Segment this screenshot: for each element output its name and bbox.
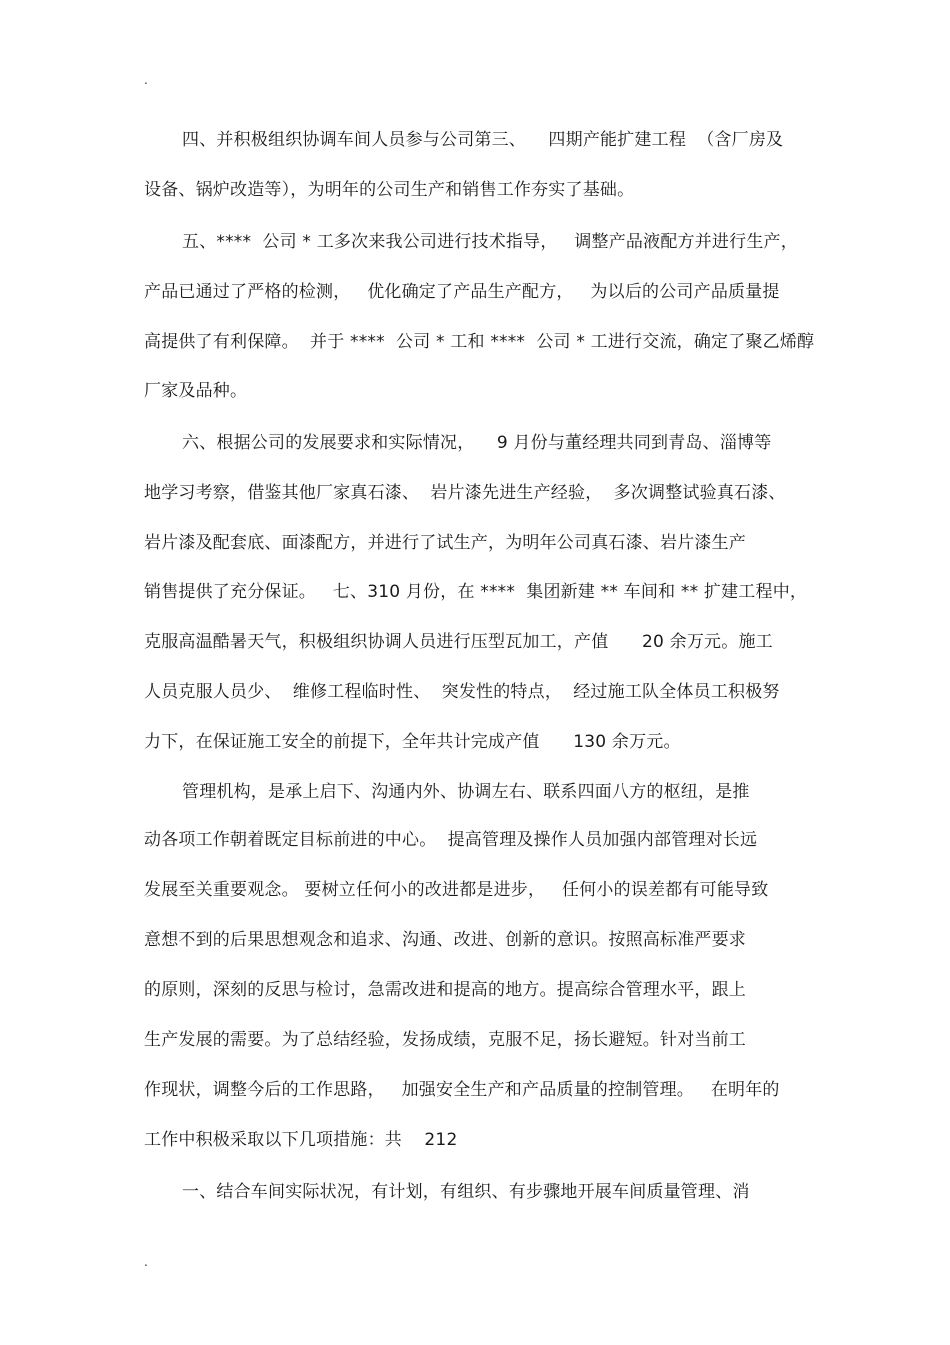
footer-mark: . bbox=[144, 1255, 148, 1269]
paragraph-line: 四、并积极组织协调车间人员参与公司第三、 四期产能扩建工程 （含厂房及 bbox=[182, 130, 784, 150]
paragraph-line: 六、根据公司的发展要求和实际情况， 9 月份与董经理共同到青岛、淄博等 bbox=[182, 433, 772, 453]
paragraph-line: 生产发展的需要。为了总结经验，发扬成绩，克服不足，扬长避短。针对当前工 bbox=[144, 1030, 746, 1050]
paragraph-line: 人员克服人员少、 维修工程临时性、 突发性的特点， 经过施工队全体员工积极努 bbox=[144, 682, 780, 702]
paragraph-line: 产品已通过了严格的检测， 优化确定了产品生产配方， 为以后的公司产品质量提 bbox=[144, 282, 780, 302]
paragraph-line: 地学习考察，借鉴其他厂家真石漆、 岩片漆先进生产经验， 多次调整试验真石漆、 bbox=[144, 483, 786, 503]
paragraph-line: 厂家及品种。 bbox=[144, 381, 248, 401]
paragraph-line: 一、结合车间实际状况，有计划，有组织、有步骤地开展车间质量管理、消 bbox=[182, 1182, 750, 1202]
paragraph-line: 工作中积极采取以下几项措施：共 212 bbox=[144, 1130, 458, 1150]
paragraph-line: 设备、锅炉改造等），为明年的公司生产和销售工作夯实了基础。 bbox=[144, 180, 635, 200]
paragraph-line: 的原则，深刻的反思与检讨，急需改进和提高的地方。提高综合管理水平，跟上 bbox=[144, 980, 746, 1000]
paragraph-line: 作现状，调整今后的工作思路， 加强安全生产和产品质量的控制管理。 在明年的 bbox=[144, 1080, 780, 1100]
paragraph-line: 意想不到的后果思想观念和追求、沟通、改进、创新的意识。按照高标准严要求 bbox=[144, 930, 746, 950]
paragraph-line: 五、**** 公司 * 工多次来我公司进行技术指导， 调整产品液配方并进行生产， bbox=[182, 232, 798, 252]
paragraph-line: 克服高温酷暑天气，积极组织协调人员进行压型瓦加工，产值 20 余万元。施工 bbox=[144, 632, 773, 652]
paragraph-line: 岩片漆及配套底、面漆配方，并进行了试生产，为明年公司真石漆、岩片漆生产 bbox=[144, 533, 746, 553]
paragraph-line: 高提供了有利保障。 并于 **** 公司 * 工和 **** 公司 * 工进行交流，确定了聚乙烯醇 bbox=[144, 332, 815, 352]
header-mark: . bbox=[144, 73, 148, 87]
paragraph-line: 力下，在保证施工安全的前提下，全年共计完成产值 130 余万元。 bbox=[144, 732, 681, 752]
paragraph-line: 管理机构，是承上启下、沟通内外、协调左右、联系四面八方的枢纽，是推 bbox=[182, 782, 750, 802]
paragraph-line: 动各项工作朝着既定目标前进的中心。 提高管理及操作人员加强内部管理对长远 bbox=[144, 830, 758, 850]
paragraph-line: 发展至关重要观念。 要树立任何小的改进都是进步， 任何小的误差都有可能导致 bbox=[144, 880, 769, 900]
paragraph-line: 销售提供了充分保证。 七、310 月份，在 **** 集团新建 ** 车间和 ** 扩建工程中， bbox=[144, 582, 808, 602]
